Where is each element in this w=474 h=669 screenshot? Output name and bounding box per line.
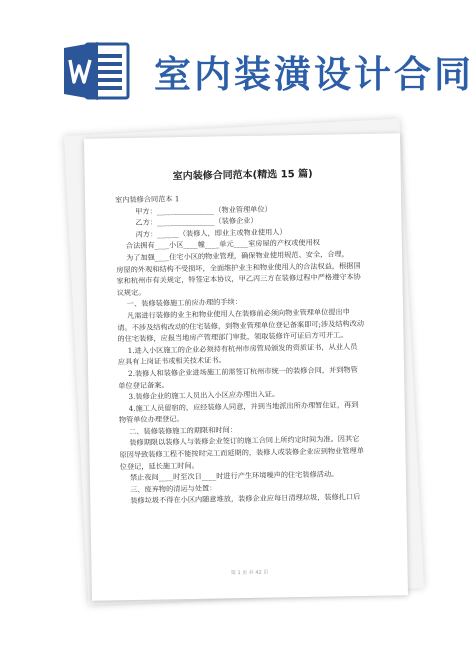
document-line: 禁止夜间____时至次日____时进行产生环境噪声的住宅装修活动。 bbox=[129, 469, 339, 483]
document-line: 一、装修装修施工前应办理的手续： bbox=[126, 297, 242, 309]
document-line: 为了加强____住宅小区的物业管理，确保物业使用规范、安全，合理， bbox=[125, 249, 349, 263]
document-line: 甲方：________________（物业管理单位） bbox=[135, 204, 272, 216]
page-indicator: 第 1 页 共 42 页 bbox=[230, 569, 269, 577]
document-line: 的住宅装修，应报当地房产管理部门审批，领取装修许可证后方可开工。 bbox=[117, 330, 348, 344]
document-line: 合法拥有____小区____幢____单元____室房屋的产权或使用权 bbox=[125, 238, 320, 251]
document-line: 凡需进行装修的业主和物业使用人在装修前必须向物业管理单位提出申 bbox=[127, 307, 350, 321]
document-line: 应具有上岗证书或相关技术证书。 bbox=[117, 355, 226, 367]
document-line: 单位登记备案。 bbox=[118, 379, 169, 390]
document-line: 物管单位办理登记。 bbox=[118, 414, 184, 425]
banner bbox=[0, 0, 474, 120]
word-doc-icon bbox=[64, 42, 130, 100]
document-line: 请。不涉及结构改动的住宅装修，到物业管理单位登记备案即可;涉及结构改动 bbox=[117, 318, 365, 332]
banner-title: 室内装潢设计合同 bbox=[154, 53, 474, 96]
document-line: 1.进入小区施工的企业必须持有杭州市房管局颁发的资质证书，从业人员 bbox=[127, 341, 358, 355]
document-line: 室内装修合同范本 1 bbox=[114, 194, 180, 205]
document-line: 4.施工人员留宿的，应经装修人同意，并到当地派出所办理暂住证，再到 bbox=[128, 399, 359, 413]
document-line: 2.装修人和装修企业进场施工前需签订杭州市统一的装修合同，并到物管 bbox=[128, 364, 358, 378]
document-line: 丙方：______（装修人，即业主或物业使用人） bbox=[135, 227, 287, 239]
document-line: 二、装修装修施工的期限和时间： bbox=[129, 425, 237, 436]
document-line: 位登记，延长施工时间。 bbox=[119, 460, 199, 471]
document-line: 房屋的外观和结构不受损坏，全面维护业主和物业使用人的合法权益，根据国 bbox=[116, 260, 361, 274]
document-body bbox=[115, 190, 382, 508]
document-line: 三、废弃物的清运与处置： bbox=[130, 483, 217, 494]
document-line: 3.装修企业的施工人员出入小区应办理出入证。 bbox=[128, 389, 280, 402]
document-line: 装修期限以装修人与装修企业签订的施工合同上所约定时间为准。因其它 bbox=[129, 434, 360, 448]
document-line: 议规定。 bbox=[116, 287, 146, 297]
document-title: 室内装修合同范本(精选 15 篇) bbox=[172, 168, 313, 183]
document-line: 家和杭州市有关规定，特签定本协议，甲乙丙三方在装修过程中严格遵守本协 bbox=[116, 272, 361, 286]
document-line: 乙方：________________（装修企业） bbox=[135, 215, 258, 228]
document-line: 装修垃圾不得在小区内随意堆放，装修企业应每日清理垃圾，装修扎口后 bbox=[130, 492, 361, 506]
document-page bbox=[84, 133, 408, 600]
document-line: 原因导致装修工程不能按时完工而延期的，装修人或装修企业应到物业管理单 bbox=[119, 446, 364, 460]
